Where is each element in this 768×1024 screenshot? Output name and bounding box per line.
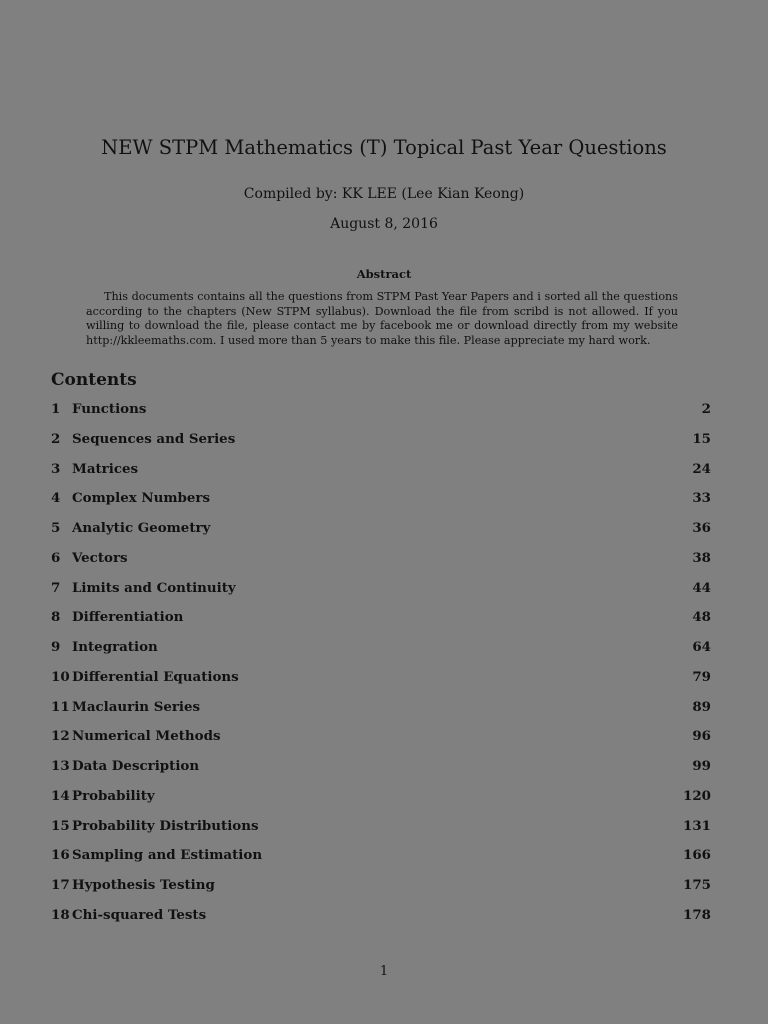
contents-heading: Contents (51, 370, 137, 390)
toc-entry-number: 18 (51, 906, 70, 923)
toc-entry-page: 175 (683, 877, 711, 893)
toc-entry[interactable] (51, 907, 711, 937)
toc-entry-number: 2 (51, 430, 61, 447)
toc-entry[interactable] (51, 818, 711, 848)
toc-entry-number: 7 (51, 579, 61, 596)
toc-entry-number: 6 (51, 549, 61, 566)
toc-entry-page: 24 (692, 460, 711, 477)
toc-entry[interactable] (51, 550, 711, 580)
toc-entry[interactable] (51, 877, 711, 907)
toc-entry-title[interactable]: Vectors (72, 549, 128, 566)
toc-entry[interactable] (51, 580, 711, 610)
toc-entry-page: 15 (692, 430, 711, 447)
toc-entry-page: 44 (692, 579, 711, 596)
toc-entry-page: 48 (692, 609, 711, 626)
toc-entry-page: 79 (692, 668, 711, 685)
document-date: August 8, 2016 (330, 216, 438, 232)
toc-entry-page: 38 (692, 549, 711, 566)
toc-entry-title[interactable]: Numerical Methods (72, 728, 221, 745)
toc-entry-page: 89 (692, 698, 711, 715)
toc-entry-title[interactable]: Analytic Geometry (72, 520, 211, 536)
toc-entry-number: 9 (51, 639, 61, 655)
toc-entry-number: 10 (51, 668, 70, 685)
toc-entry-number: 8 (51, 609, 61, 626)
toc-entry-title[interactable]: Differentiation (72, 609, 184, 626)
table-of-contents (51, 401, 711, 937)
toc-entry-number: 12 (51, 728, 70, 745)
toc-entry[interactable] (51, 639, 711, 669)
toc-entry[interactable] (51, 461, 711, 491)
toc-entry-title[interactable]: Probability Distributions (72, 817, 259, 834)
toc-entry-title[interactable]: Data Description (72, 758, 200, 774)
toc-entry[interactable] (51, 609, 711, 639)
toc-entry-number: 14 (51, 787, 70, 804)
toc-entry-title[interactable]: Sequences and Series (72, 430, 236, 447)
toc-entry-page: 131 (683, 817, 711, 834)
abstract-text: This documents contains all the questions from STPM Past Year Papers and i sorted all the questions according to the chapters (New STPM syllabus). Download the file from scribd is not allowed. If you willing to download the file, please contact me by facebook me or download directly from my website http://kkleemaths.com. I used more than 5 years to make this file. Please appreciate my hard work. (86, 290, 678, 348)
toc-entry[interactable] (51, 490, 711, 520)
document-title: NEW STPM Mathematics (T) Topical Past Year Questions (101, 136, 667, 159)
toc-entry-number: 3 (51, 460, 61, 477)
toc-entry[interactable] (51, 401, 711, 431)
toc-entry-number: 13 (51, 758, 70, 774)
toc-entry-page: 96 (692, 728, 711, 745)
toc-entry-page: 178 (683, 906, 711, 923)
page-number: 1 (379, 964, 389, 979)
abstract-heading: Abstract (356, 267, 412, 281)
toc-entry-number: 15 (51, 817, 70, 834)
toc-entry-title[interactable]: Maclaurin Series (72, 698, 201, 715)
toc-entry-number: 17 (51, 877, 70, 893)
toc-entry-number: 1 (51, 401, 61, 417)
toc-entry-title[interactable]: Probability (72, 787, 155, 804)
toc-entry[interactable] (51, 669, 711, 699)
toc-entry-title[interactable]: Integration (72, 639, 158, 655)
toc-entry-page: 36 (692, 520, 711, 536)
toc-entry-number: 16 (51, 847, 70, 864)
toc-entry[interactable] (51, 728, 711, 758)
toc-entry-page: 2 (701, 401, 711, 417)
toc-entry-page: 33 (692, 490, 711, 507)
toc-entry-title[interactable]: Sampling and Estimation (72, 847, 263, 864)
toc-entry-title[interactable]: Hypothesis Testing (72, 877, 215, 893)
toc-entry-page: 120 (683, 787, 711, 804)
toc-entry-page: 99 (692, 758, 711, 774)
toc-entry[interactable] (51, 847, 711, 877)
author-line: Compiled by: KK LEE (Lee Kian Keong) (243, 186, 525, 202)
toc-entry-title[interactable]: Chi-squared Tests (72, 906, 207, 923)
toc-entry-page: 166 (683, 847, 711, 864)
toc-entry[interactable] (51, 431, 711, 461)
toc-entry[interactable] (51, 520, 711, 550)
toc-entry-page: 64 (692, 639, 711, 655)
toc-entry[interactable] (51, 788, 711, 818)
toc-entry-number: 11 (51, 698, 70, 715)
toc-entry[interactable] (51, 699, 711, 729)
toc-entry-title[interactable]: Matrices (72, 460, 139, 477)
toc-entry-title[interactable]: Limits and Continuity (72, 579, 236, 596)
toc-entry-number: 5 (51, 520, 61, 536)
toc-entry-title[interactable]: Functions (72, 401, 147, 417)
toc-entry[interactable] (51, 758, 711, 788)
toc-entry-number: 4 (51, 490, 61, 507)
toc-entry-title[interactable]: Complex Numbers (72, 490, 210, 507)
toc-entry-title[interactable]: Differential Equations (72, 668, 239, 685)
